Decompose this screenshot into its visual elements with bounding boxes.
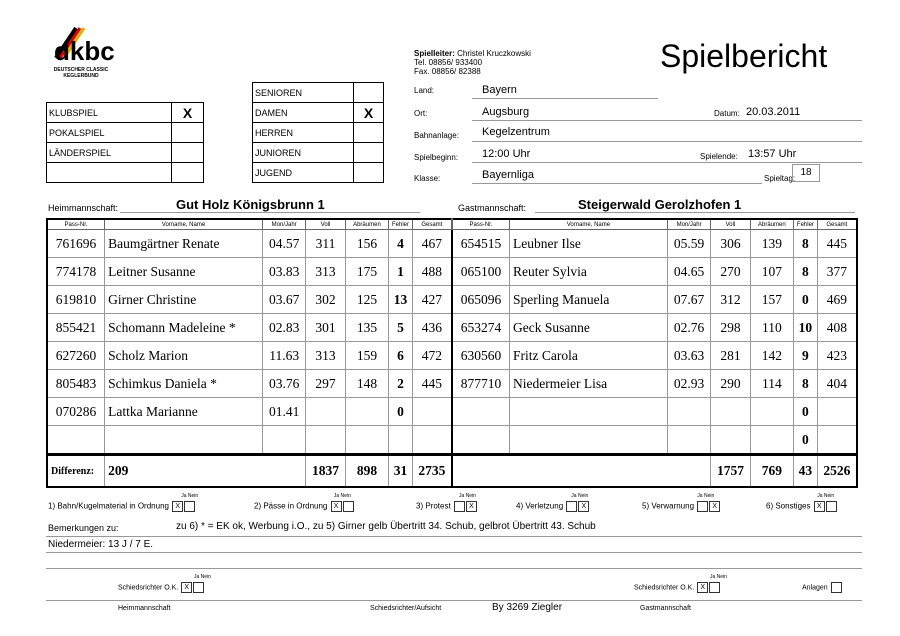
check-ja-checkbox[interactable]: X <box>331 501 342 512</box>
heim-cell[interactable]: 774178 <box>47 258 105 286</box>
heim-total[interactable]: 31 <box>389 455 412 488</box>
check-nein-checkbox[interactable]: X <box>578 501 589 512</box>
heim-cell[interactable] <box>306 426 345 455</box>
heim-cell[interactable]: 03.67 <box>262 286 306 314</box>
table-row <box>47 258 857 286</box>
spieltag-label: Spieltag: <box>764 174 796 183</box>
heim-cell[interactable]: 436 <box>412 314 452 342</box>
gast-cell[interactable]: Leubner Ilse <box>510 230 668 258</box>
spieltyp-mark[interactable]: X <box>172 103 204 123</box>
heim-cell[interactable]: 125 <box>345 286 389 314</box>
spieltyp-mark[interactable] <box>172 123 204 143</box>
spieltyp-row <box>47 143 204 163</box>
kategorie-table <box>252 82 384 183</box>
check-item <box>642 501 720 512</box>
gast-cell[interactable]: 139 <box>750 230 794 258</box>
gast-cell[interactable] <box>817 426 857 455</box>
gast-cell[interactable]: 157 <box>750 286 794 314</box>
heim-cell[interactable]: 01.41 <box>262 398 306 426</box>
heim-cell[interactable] <box>412 398 452 426</box>
sum-row <box>47 455 857 488</box>
gast-cell[interactable]: 02.93 <box>667 370 711 398</box>
heim-cell[interactable]: 156 <box>345 230 389 258</box>
table-row <box>47 314 857 342</box>
col-header: Voll <box>711 219 750 230</box>
heim-cell[interactable]: 135 <box>345 314 389 342</box>
col-header: Abräumen <box>345 219 389 230</box>
heim-cell[interactable]: Schimkus Daniela * <box>105 370 263 398</box>
logo-text-1: DEUTSCHER CLASSIC <box>53 67 109 73</box>
gast-cell[interactable]: 653274 <box>452 314 510 342</box>
gast-cell[interactable]: 298 <box>711 314 750 342</box>
gast-cell[interactable]: 03.63 <box>667 342 711 370</box>
bahnanlage-label: Bahnanlage: <box>414 131 459 140</box>
gast-cell[interactable]: 0 <box>794 286 817 314</box>
gast-name[interactable]: Steigerwald Gerolzhofen 1 <box>578 197 742 212</box>
heim-cell[interactable]: 1 <box>389 258 412 286</box>
table-row <box>47 426 857 455</box>
kategorie-mark[interactable] <box>354 143 384 163</box>
gast-cell[interactable] <box>510 426 668 455</box>
spieltyp-row <box>47 123 204 143</box>
sr-ok-ja-checkbox[interactable]: X <box>697 582 708 593</box>
gast-cell[interactable]: 290 <box>711 370 750 398</box>
heim-total[interactable]: 898 <box>345 455 389 488</box>
heim-name[interactable]: Gut Holz Königsbrunn 1 <box>176 197 325 212</box>
gast-cell[interactable]: Sperling Manuela <box>510 286 668 314</box>
spielleiter-block <box>414 49 531 76</box>
heim-cell[interactable]: 488 <box>412 258 452 286</box>
bemerkungen-text-2[interactable]: Niedermeier: 13 J / 7 E. <box>48 539 154 550</box>
kategorie-mark[interactable] <box>354 123 384 143</box>
results-table <box>46 218 858 488</box>
gast-cell[interactable] <box>667 398 711 426</box>
gast-cell[interactable]: 423 <box>817 342 857 370</box>
gast-cell[interactable]: 07.67 <box>667 286 711 314</box>
col-header: Vorname, Name <box>105 219 263 230</box>
differenz-label: Differenz: <box>47 455 105 488</box>
heim-cell[interactable]: Leitner Susanne <box>105 258 263 286</box>
anlagen-checkbox[interactable] <box>831 582 842 593</box>
heim-cell[interactable]: 427 <box>412 286 452 314</box>
gast-cell[interactable]: 630560 <box>452 342 510 370</box>
kategorie-label: DAMEN <box>253 103 354 123</box>
col-header: Fehler <box>389 219 412 230</box>
ja-nein-header: Ja Nein <box>571 493 589 499</box>
sr-ok-nein-checkbox[interactable] <box>193 582 204 593</box>
check-nein-checkbox[interactable] <box>343 501 354 512</box>
table-header-row <box>47 219 857 230</box>
datum-value[interactable]: 20.03.2011 <box>746 106 801 118</box>
col-header: Pass-Nr. <box>452 219 510 230</box>
gast-cell[interactable]: Reuter Sylvia <box>510 258 668 286</box>
table-row <box>47 398 857 426</box>
sr-ok-label-left <box>118 582 204 593</box>
bemerkungen-text[interactable]: zu 6) * = EK ok, Werbung i.O., zu 5) Girner gelb Übertritt 34. Schub, gelbrot Übertritt 43. Schub <box>176 521 596 532</box>
spieltyp-label: KLUBSPIEL <box>47 103 172 123</box>
heim-cell[interactable]: 297 <box>306 370 345 398</box>
heim-cell[interactable]: Girner Christine <box>105 286 263 314</box>
heim-cell[interactable]: 472 <box>412 342 452 370</box>
gast-cell[interactable]: 114 <box>750 370 794 398</box>
check-label: 4) Verletzung <box>516 501 564 511</box>
gast-cell[interactable]: 110 <box>750 314 794 342</box>
spielende-value[interactable]: 13:57 Uhr <box>748 148 797 160</box>
footer-schiedsrichter: Schiedsrichter/Aufsicht <box>370 605 442 612</box>
spielende-label: Spielende: <box>700 152 738 161</box>
heim-cell[interactable]: 03.83 <box>262 258 306 286</box>
col-header: Mon/Jahr <box>667 219 711 230</box>
col-header: Mon/Jahr <box>262 219 306 230</box>
gast-cell[interactable]: 469 <box>817 286 857 314</box>
land-label: Land: <box>414 86 435 95</box>
heim-cell[interactable] <box>345 398 389 426</box>
check-label: 1) Bahn/Kugelmaterial in Ordnung <box>48 501 169 511</box>
kategorie-row <box>253 83 384 103</box>
table-row <box>47 342 857 370</box>
heim-cell[interactable]: 070286 <box>47 398 105 426</box>
klasse-label: Klasse: <box>414 174 441 183</box>
heim-cell[interactable] <box>262 426 306 455</box>
heim-cell[interactable]: 2 <box>389 370 412 398</box>
col-header: Gesamt <box>817 219 857 230</box>
check-nein-checkbox[interactable]: X <box>709 501 720 512</box>
kategorie-row <box>253 163 384 183</box>
spielleiter-tel: Tel. 08856/ 933400 <box>414 58 483 67</box>
ja-nein-header: Ja Nein <box>181 493 199 499</box>
gast-cell[interactable]: Fritz Carola <box>510 342 668 370</box>
gast-total[interactable]: 769 <box>750 455 794 488</box>
gast-cell[interactable] <box>711 426 750 455</box>
ort-value[interactable]: Augsburg <box>482 106 530 118</box>
col-header: Abräumen <box>750 219 794 230</box>
heim-cell[interactable] <box>412 426 452 455</box>
kategorie-label: SENIOREN <box>253 83 354 103</box>
gast-cell[interactable]: 877710 <box>452 370 510 398</box>
heim-cell[interactable]: 4 <box>389 230 412 258</box>
check-label: 2) Pässe in Ordnung <box>254 501 328 511</box>
gast-total[interactable]: 43 <box>794 455 817 488</box>
ja-nein-header: Ja Nein <box>194 574 211 580</box>
gast-cell[interactable]: 05.59 <box>667 230 711 258</box>
gast-total[interactable]: 1757 <box>711 455 750 488</box>
kategorie-row <box>253 143 384 163</box>
heim-cell[interactable]: 11.63 <box>262 342 306 370</box>
gast-cell[interactable] <box>667 426 711 455</box>
ort-label: Ort: <box>414 109 428 118</box>
gast-cell[interactable]: 8 <box>794 258 817 286</box>
heim-total[interactable]: 2735 <box>412 455 452 488</box>
heim-cell[interactable] <box>389 426 412 455</box>
heim-cell[interactable]: 805483 <box>47 370 105 398</box>
heim-cell[interactable]: 619810 <box>47 286 105 314</box>
heim-cell[interactable] <box>306 398 345 426</box>
heim-cell[interactable]: 6 <box>389 342 412 370</box>
page-title: Spielbericht <box>660 38 828 74</box>
gast-cell[interactable]: 0 <box>794 398 817 426</box>
col-header: Vorname, Name <box>510 219 668 230</box>
gast-cell[interactable]: 065096 <box>452 286 510 314</box>
ja-nein-header: Ja Nein <box>710 574 727 580</box>
sr-ok-label-right <box>634 582 720 593</box>
gast-cell[interactable]: 281 <box>711 342 750 370</box>
gast-cell[interactable]: 04.65 <box>667 258 711 286</box>
spielleiter-name: Christel Kruczkowski <box>457 49 531 58</box>
sr-ok-ja-checkbox[interactable]: X <box>181 582 192 593</box>
gast-cell[interactable] <box>750 398 794 426</box>
heim-cell[interactable]: 313 <box>306 258 345 286</box>
ja-nein-header: Ja Nein <box>817 493 835 499</box>
gast-total-spacer <box>452 455 711 488</box>
bahnanlage-value[interactable]: Kegelzentrum <box>482 126 550 138</box>
gast-cell[interactable]: 107 <box>750 258 794 286</box>
check-ja-checkbox[interactable] <box>697 501 708 512</box>
heim-cell[interactable] <box>345 426 389 455</box>
heim-cell[interactable]: 313 <box>306 342 345 370</box>
datum-label: Datum: <box>714 109 740 118</box>
kategorie-mark[interactable] <box>354 163 384 183</box>
gast-cell[interactable]: 306 <box>711 230 750 258</box>
heim-cell[interactable]: 855421 <box>47 314 105 342</box>
gast-cell[interactable]: 142 <box>750 342 794 370</box>
spieltyp-row <box>47 163 204 183</box>
heim-cell[interactable]: Baumgärtner Renate <box>105 230 263 258</box>
logo-letters: dkbc <box>54 36 115 62</box>
spieltyp-row <box>47 103 204 123</box>
heim-cell[interactable] <box>47 426 105 455</box>
check-nein-checkbox[interactable]: X <box>466 501 477 512</box>
table-row <box>47 230 857 258</box>
gast-cell[interactable]: 270 <box>711 258 750 286</box>
check-item <box>416 501 477 512</box>
heim-cell[interactable]: 03.76 <box>262 370 306 398</box>
footer-sr-name[interactable]: By 3269 Ziegler <box>492 602 563 613</box>
check-item <box>48 501 195 512</box>
check-ja-checkbox[interactable]: X <box>814 501 825 512</box>
ja-nein-header: Ja Nein <box>333 493 351 499</box>
check-label: 6) Sonstiges <box>766 501 811 511</box>
logo-text-2: KEGLERBUND <box>63 73 99 79</box>
spieltyp-label <box>47 163 172 183</box>
bemerkungen-label: Bemerkungen zu: <box>48 523 119 533</box>
heim-total[interactable]: 1837 <box>306 455 345 488</box>
check-nein-checkbox[interactable] <box>826 501 837 512</box>
gast-cell[interactable]: Niedermeier Lisa <box>510 370 668 398</box>
gast-cell[interactable]: 654515 <box>452 230 510 258</box>
check-item <box>254 501 354 512</box>
col-header: Fehler <box>794 219 817 230</box>
gast-cell[interactable] <box>750 426 794 455</box>
ja-nein-header: Ja Nein <box>697 493 715 499</box>
heim-label: Heimmannschaft: <box>48 203 119 213</box>
heim-cell[interactable]: 5 <box>389 314 412 342</box>
spielbeginn-value[interactable]: 12:00 Uhr <box>482 148 531 160</box>
heim-cell[interactable]: 301 <box>306 314 345 342</box>
gast-cell[interactable]: 065100 <box>452 258 510 286</box>
kategorie-label: HERREN <box>253 123 354 143</box>
gast-cell[interactable]: 8 <box>794 230 817 258</box>
klasse-value[interactable]: Bayernliga <box>482 169 534 181</box>
kategorie-label: JUGEND <box>253 163 354 183</box>
footer-heim: Heimmannschaft <box>118 605 171 612</box>
spielleiter-label: Spielleiter: <box>414 49 455 58</box>
kategorie-row <box>253 103 384 123</box>
dkbc-logo <box>46 22 146 82</box>
spieltyp-table <box>46 102 204 183</box>
heim-cell[interactable]: 148 <box>345 370 389 398</box>
check-label: 5) Verwarnung <box>642 501 695 511</box>
col-header: Gesamt <box>412 219 452 230</box>
spieltag-value[interactable]: 18 <box>792 164 820 182</box>
heim-cell[interactable]: 302 <box>306 286 345 314</box>
kategorie-mark[interactable]: X <box>354 103 384 123</box>
check-nein-checkbox[interactable] <box>184 501 195 512</box>
table-row <box>47 286 857 314</box>
heim-cell[interactable]: 0 <box>389 398 412 426</box>
gast-cell[interactable]: 377 <box>817 258 857 286</box>
gast-cell[interactable] <box>711 398 750 426</box>
kategorie-mark[interactable] <box>354 83 384 103</box>
check-ja-checkbox[interactable] <box>566 501 577 512</box>
spieltyp-mark[interactable] <box>172 143 204 163</box>
gast-cell[interactable]: 445 <box>817 230 857 258</box>
heim-cell[interactable]: 467 <box>412 230 452 258</box>
gast-cell[interactable] <box>452 398 510 426</box>
kategorie-label: JUNIOREN <box>253 143 354 163</box>
spielleiter-fax: Fax. 08856/ 82388 <box>414 67 481 76</box>
spielbeginn-label: Spielbeginn: <box>414 153 459 162</box>
gast-cell[interactable]: 0 <box>794 426 817 455</box>
heim-cell[interactable] <box>105 426 263 455</box>
gast-cell[interactable] <box>817 398 857 426</box>
differenz-value[interactable]: 209 <box>105 455 306 488</box>
ja-nein-header: Ja Nein <box>459 493 476 499</box>
check-ja-checkbox[interactable] <box>454 501 465 512</box>
kategorie-row <box>253 123 384 143</box>
col-header: Pass-Nr. <box>47 219 105 230</box>
heim-cell[interactable]: 175 <box>345 258 389 286</box>
gast-label: Gastmannschaft: <box>458 203 527 213</box>
anlagen-text: Anlagen <box>802 584 828 592</box>
heim-cell[interactable]: 04.57 <box>262 230 306 258</box>
heim-cell[interactable]: 02.83 <box>262 314 306 342</box>
sr-ok-text: Schiedsrichter O.K. <box>118 584 179 592</box>
sr-ok-text: Schiedsrichter O.K. <box>634 584 695 592</box>
footer-gast: Gastmannschaft <box>640 605 691 612</box>
check-item <box>516 501 589 512</box>
heim-cell[interactable]: Lattka Marianne <box>105 398 263 426</box>
heim-cell[interactable]: Schomann Madeleine * <box>105 314 263 342</box>
gast-cell[interactable] <box>452 426 510 455</box>
gast-cell[interactable]: 408 <box>817 314 857 342</box>
gast-cell[interactable]: 10 <box>794 314 817 342</box>
gast-cell[interactable]: 8 <box>794 370 817 398</box>
spieltyp-label: POKALSPIEL <box>47 123 172 143</box>
gast-cell[interactable]: 9 <box>794 342 817 370</box>
logo-graphic <box>46 22 146 62</box>
anlagen-label <box>802 582 842 593</box>
col-header: Voll <box>306 219 345 230</box>
gast-total[interactable]: 2526 <box>817 455 857 488</box>
check-item <box>766 501 837 512</box>
heim-cell[interactable]: 311 <box>306 230 345 258</box>
spieltyp-label: LÄNDERSPIEL <box>47 143 172 163</box>
land-value[interactable]: Bayern <box>482 84 517 96</box>
check-ja-checkbox[interactable]: X <box>172 501 183 512</box>
heim-cell[interactable]: 13 <box>389 286 412 314</box>
check-label: 3) Protest <box>416 501 451 511</box>
gast-cell[interactable]: Geck Susanne <box>510 314 668 342</box>
heim-cell[interactable]: 627260 <box>47 342 105 370</box>
gast-cell[interactable]: 404 <box>817 370 857 398</box>
gast-cell[interactable]: 312 <box>711 286 750 314</box>
heim-cell[interactable]: Scholz Marion <box>105 342 263 370</box>
heim-cell[interactable]: 761696 <box>47 230 105 258</box>
gast-cell[interactable]: 02.76 <box>667 314 711 342</box>
sr-ok-nein-checkbox[interactable] <box>709 582 720 593</box>
spieltyp-mark[interactable] <box>172 163 204 183</box>
gast-cell[interactable] <box>510 398 668 426</box>
heim-cell[interactable]: 159 <box>345 342 389 370</box>
heim-cell[interactable]: 445 <box>412 370 452 398</box>
table-row <box>47 370 857 398</box>
